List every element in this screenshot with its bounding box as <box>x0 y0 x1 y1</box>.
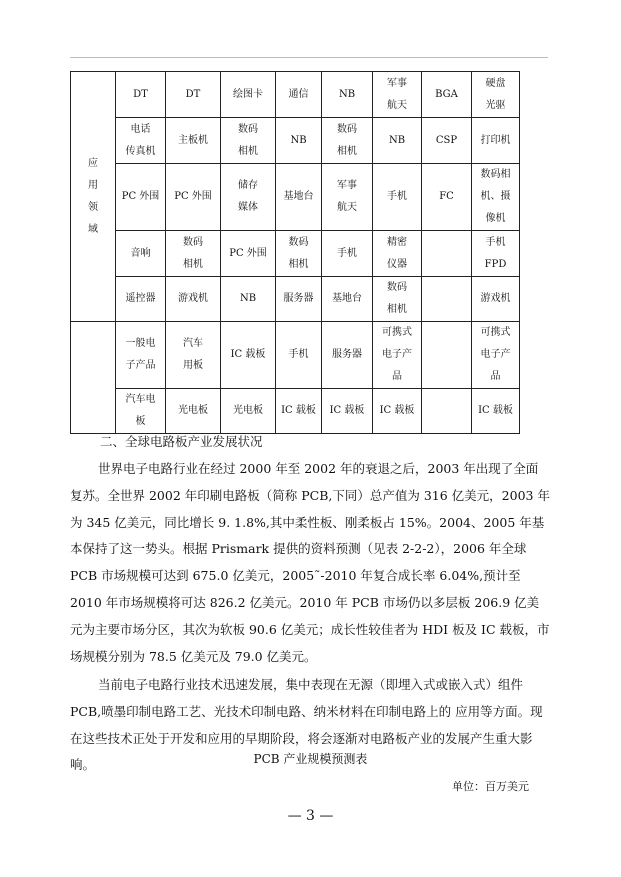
table-cell <box>422 322 472 389</box>
table-cell: 服务器 <box>276 277 322 322</box>
table-cell: 遥控器 <box>116 277 166 322</box>
domain-label: 应 用 领 域 <box>71 72 116 322</box>
paragraph-technology-trends: 当前电子电路行业技术迅速发展，集中表现在无源（即埋入式或嵌入式）组件 PCB,喷墨印制电路工艺、光技术印制电路、纳米材料在印制电路上的 应用等方面。现在这些技术正处于开发和应用的早期阶段，将会逐渐对电路板产业的发展产生重大影响。 <box>70 677 543 773</box>
header-rule <box>70 57 548 58</box>
table-cell: IC 载板 <box>276 389 322 434</box>
table-cell: 数码 相机 <box>276 231 322 277</box>
table-cell: 精密 仪器 <box>373 231 422 277</box>
table-cell: 军事 航天 <box>373 72 422 118</box>
table-cell: IC 载板 <box>373 389 422 434</box>
paragraph-global-pcb-market: 世界电子电路行业在经过 2000 年至 2002 年的衰退之后，2003 年出现了全面复苏。全世界 2002 年印刷电路板（简称 PCB,下同）总产值为 316 亿美元，2003 年为 345 亿美元，同比增长 9. 1.8%,其中柔性板、刚柔板占 15%。2004、2005 年基本保持了这一势头。根据 Prismark 提供的资料预测（见表 2-2-2），2006 年全球 PCB 市场规模可达到 675.0 亿美元，2005˜-2010 年复合成长率 6.04%,预计至 2010 年市场规模将可达 826.2 亿美元。2010 年 PCB 市场仍以多层板 206.9 亿美元为主要市场分区，其次为软板 90.6 亿美元；成长性较佳者为 HDI 板及 IC 载板，市场规模分别为 78.5 亿美元及 79.0 亿美元。 <box>70 461 550 664</box>
table-title: PCB 产业规模预测表 <box>253 752 368 766</box>
application-domain-table <box>70 71 520 434</box>
table-cell: 基地台 <box>322 277 373 322</box>
table-cell: 数码 相机 <box>166 231 221 277</box>
table-cell: DT <box>116 72 166 118</box>
table-cell: CSP <box>422 118 472 164</box>
table-cell: PC 外围 <box>166 164 221 231</box>
table-cell: 数码 相机 <box>373 277 422 322</box>
table-row <box>71 277 520 322</box>
table-cell: 手机 FPD <box>472 231 520 277</box>
table-cell: 汽车电 板 <box>116 389 166 434</box>
table-cell: 通信 <box>276 72 322 118</box>
table-cell: 军事 航天 <box>322 164 373 231</box>
table-row <box>71 164 520 231</box>
table-cell: PC 外围 <box>116 164 166 231</box>
table-cell: 数码 相机 <box>221 118 276 164</box>
table-cell: IC 载板 <box>322 389 373 434</box>
table-cell: 手机 <box>276 322 322 389</box>
section-heading: 二、全球电路板产业发展状况 <box>100 434 263 449</box>
table-cell: 手机 <box>373 164 422 231</box>
table-cell: NB <box>373 118 422 164</box>
table-cell: 光电板 <box>221 389 276 434</box>
table-cell: 汽车 用板 <box>166 322 221 389</box>
table-cell: 游戏机 <box>166 277 221 322</box>
table-cell: 储存 媒体 <box>221 164 276 231</box>
table-cell: 服务器 <box>322 322 373 389</box>
table-cell: 绘图卡 <box>221 72 276 118</box>
table-cell: NB <box>276 118 322 164</box>
table-cell: 主板机 <box>166 118 221 164</box>
table-cell: NB <box>221 277 276 322</box>
table-row <box>71 231 520 277</box>
table-row <box>71 389 520 434</box>
table-row <box>71 72 520 118</box>
table-cell <box>422 277 472 322</box>
table-cell: 一般电 子产品 <box>116 322 166 389</box>
blank-cell <box>71 322 116 434</box>
table-cell: IC 载板 <box>221 322 276 389</box>
table-cell: FC <box>422 164 472 231</box>
table-cell: 可携式 电子产 品 <box>472 322 520 389</box>
table-cell: 可携式 电子产 品 <box>373 322 422 389</box>
table-cell: 硬盘 光驱 <box>472 72 520 118</box>
table-row <box>71 118 520 164</box>
table-cell: 数码 相机 <box>322 118 373 164</box>
table-cell: NB <box>322 72 373 118</box>
table-cell: DT <box>166 72 221 118</box>
table-cell: 基地台 <box>276 164 322 231</box>
table-cell: IC 载板 <box>472 389 520 434</box>
unit-label: 单位：百万美元 <box>452 780 529 793</box>
table-row <box>71 322 520 389</box>
table-cell: 数码相 机、摄 像机 <box>472 164 520 231</box>
table-cell: PC 外围 <box>221 231 276 277</box>
table-cell: 手机 <box>322 231 373 277</box>
page-number: — 3 — <box>287 808 334 824</box>
table-cell <box>422 389 472 434</box>
table-cell: 游戏机 <box>472 277 520 322</box>
table-cell: BGA <box>422 72 472 118</box>
table-cell <box>422 231 472 277</box>
table-cell: 打印机 <box>472 118 520 164</box>
table-cell: 光电板 <box>166 389 221 434</box>
table-cell: 音响 <box>116 231 166 277</box>
table-cell: 电话 传真机 <box>116 118 166 164</box>
